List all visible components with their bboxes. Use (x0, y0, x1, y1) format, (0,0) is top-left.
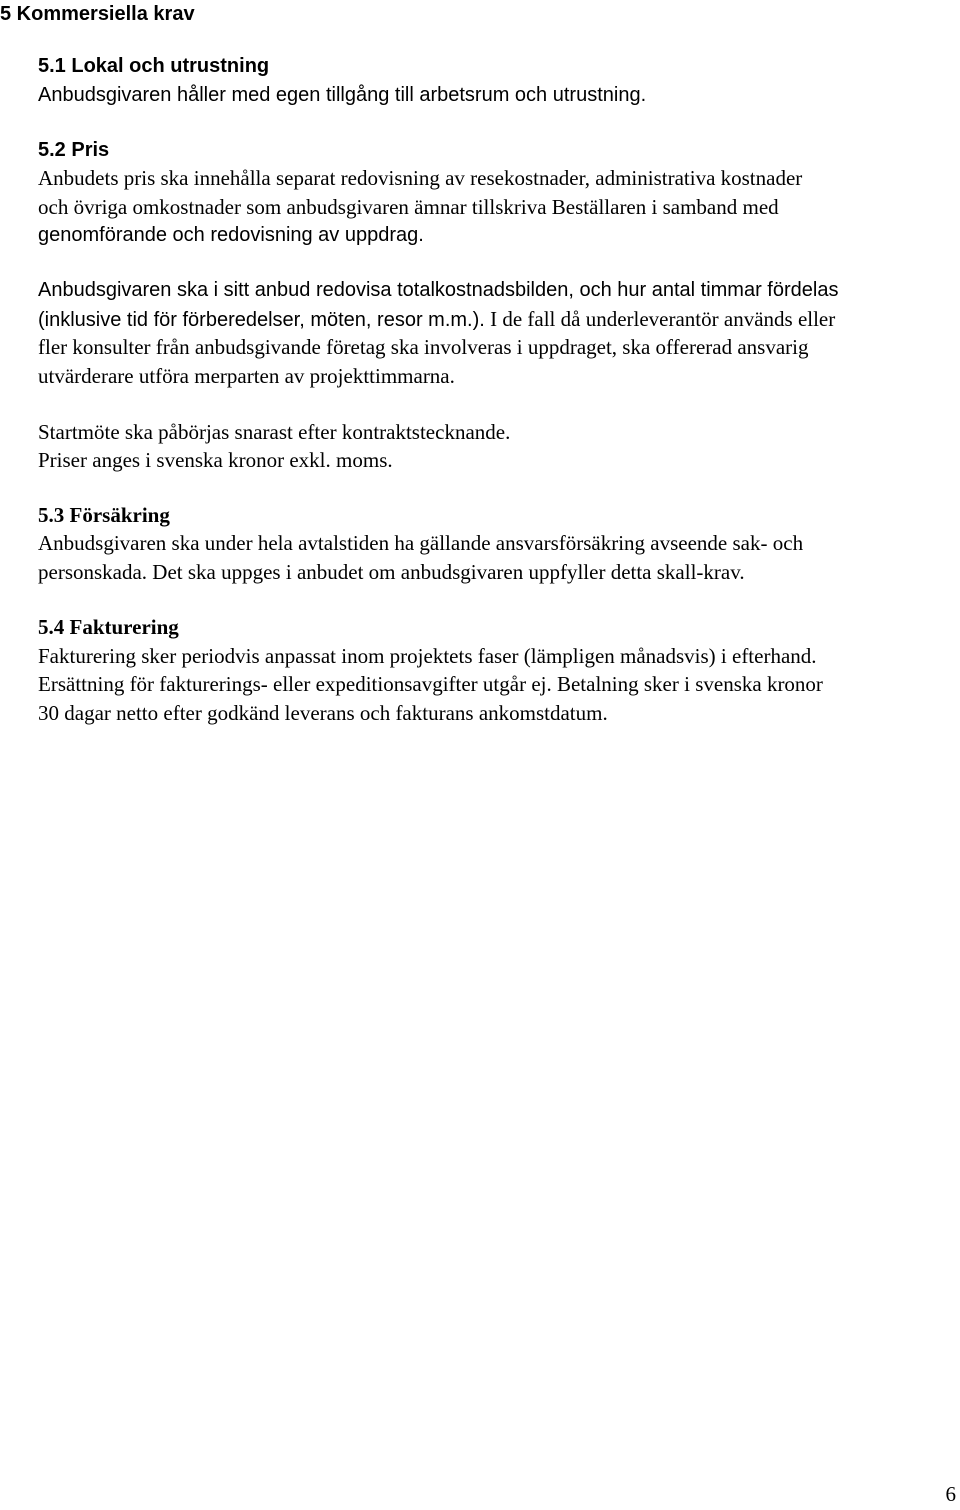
section-5-2-para2-line (38, 305, 835, 334)
section-5-3-line: Anbudsgivaren ska under hela avtalstiden ha gällande ansvarsförsäkring avseende sak- och (38, 531, 804, 555)
section-5-1-heading: 5.1 Lokal och utrustning (38, 55, 270, 77)
section-5-3-heading: 5.3 Försäkring (38, 503, 170, 527)
section-5-4-line: Fakturering sker periodvis anpassat inom projektets faser (lämpligen månadsvis) i efterhand. (38, 644, 817, 668)
section-5-2-para2-line: fler konsulter från anbudsgivande företag ska involveras i uppdraget, ska offererad ansvarig (38, 335, 809, 359)
section-5-4-line: 30 dagar netto efter godkänd leverans och fakturans ankomstdatum. (38, 701, 608, 725)
page-title: 5 Kommersiella krav (0, 3, 195, 25)
section-5-2-para3-line: Startmöte ska påbörjas snarast efter kontraktstecknande. (38, 420, 511, 444)
section-5-2-heading: 5.2 Pris (38, 139, 110, 161)
section-5-2-para2-line: utvärderare utföra merparten av projekttimmarna. (38, 364, 455, 388)
section-5-2-para2-line: Anbudsgivaren ska i sitt anbud redovisa totalkostnadsbilden, och hur antal timmar fördelas (38, 279, 839, 301)
section-5-2-para1-line: genomförande och redovisning av uppdrag. (38, 224, 424, 246)
section-5-2-para2-sans-part: (inklusive tid för förberedelser, möten, resor m.m.). (38, 309, 485, 331)
section-5-3-line: personskada. Det ska uppges i anbudet om anbudsgivaren uppfyller detta skall-krav. (38, 560, 745, 584)
section-5-2-para2-serif-part: I de fall då underleverantör används eller (484, 307, 836, 331)
section-5-2-para3-line: Priser anges i svenska kronor exkl. moms. (38, 448, 393, 472)
section-5-4-line: Ersättning för fakturerings- eller expeditionsavgifter utgår ej. Betalning sker i svenska kronor (38, 672, 823, 696)
section-5-4-heading: 5.4 Fakturering (38, 615, 179, 639)
section-5-2-para1-line: och övriga omkostnader som anbudsgivaren ämnar tillskriva Beställaren i samband med (38, 195, 779, 219)
page-number: 6 (945, 1482, 956, 1506)
section-5-2-para1-line: Anbudets pris ska innehålla separat redovisning av resekostnader, administrativa kostnader (38, 166, 803, 190)
section-5-1-line: Anbudsgivaren håller med egen tillgång till arbetsrum och utrustning. (38, 84, 647, 106)
